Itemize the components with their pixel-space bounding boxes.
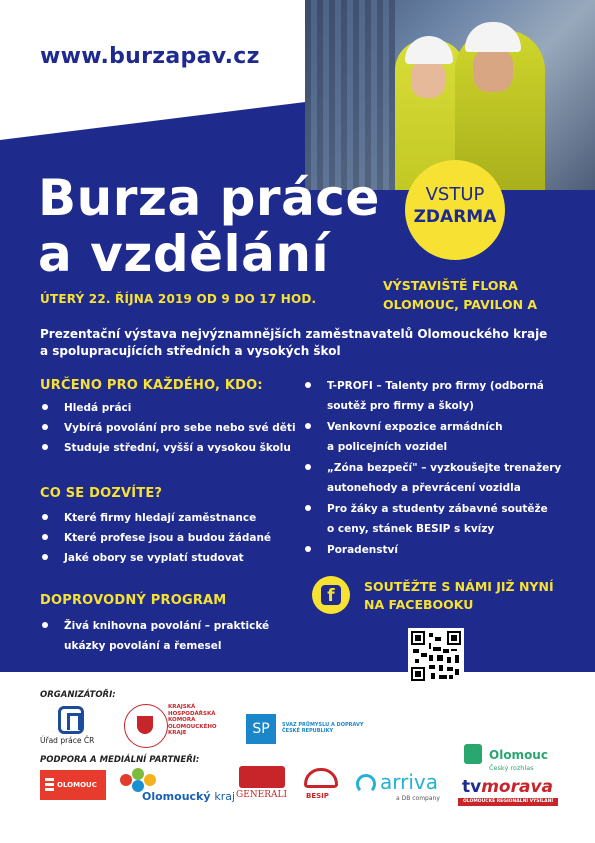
svaz-prumyslu-logo-icon: SP [246,714,276,744]
arriva-icon [356,774,376,794]
list-item: Poradenství [303,540,588,560]
event-date: ÚTERÝ 22. ŘÍJNA 2019 OD 9 DO 17 HOD. [40,292,317,306]
partners-label: PODPORA A MEDIÁLNÍ PARTNEŘI: [40,755,200,765]
list-item: Vybírá povolání pro sebe nebo své děti [40,418,310,438]
page-title: Burza práce a vzdělání [38,169,380,283]
intro-text: Prezentační výstava nejvýznamnějších zaměstnavatelů Olomouckého kraje a spolupracujících středních a vysokých škol [40,327,548,358]
list-item: Jaké obory se vyplatí studovat [40,548,310,568]
generali-logo-text: GENERALI [236,790,288,800]
khk-seal-icon [124,704,168,748]
khk-logo-text: KRAJSKÁ HOSPODÁŘSKÁ KOMORA OLOMOUCKÉHO KRAJE [168,704,217,736]
urad-prace-logo-text: Úřad práce ČR [40,736,95,745]
olomouc-city-logo: OLOMOUC [40,770,106,800]
list-item: Studuje střední, vyšší a vysokou školu [40,438,310,458]
besip-icon [304,768,338,788]
generali-lion-icon [239,766,285,788]
urad-prace-logo-icon [58,706,84,734]
list-item: Venkovní expozice armádních a policejních vozidel [303,417,588,457]
organizers-label: ORGANIZÁTOŘI: [40,690,116,700]
list-item: Které profese jsou a budou žádané [40,528,310,548]
free-entry-badge: VSTUP ZDARMA [405,160,505,260]
list-item: „Zóna bezpečí" – vyzkoušejte trenažery autonehody a převrácení vozidla [303,458,588,498]
facebook-icon[interactable]: f [312,576,350,614]
program-list [40,616,310,657]
tv-morava-logo: tvmorava [462,777,554,797]
arriva-sub-text: a DB company [396,795,440,802]
program-highlights-list [303,376,588,561]
besip-logo-text: BESIP [306,792,329,800]
event-venue: VÝSTAVIŠTĚ FLORA OLOMOUC, PAVILON A [383,278,538,312]
list-item: Pro žáky a studenty zábavné soutěže o ceny, stánek BESIP s kvízy [303,499,588,539]
list-item: Hledá práci [40,398,310,418]
cesky-rozhlas-icon [464,744,482,764]
list-item: Které firmy hledají zaměstnance [40,508,310,528]
learn-list [40,508,310,568]
tv-morava-sub-text: OLOMOUCKÉ REGIONÁLNÍ VYSÍLÁNÍ [458,798,558,806]
olomoucky-kraj-logo-text: Olomoucký kraj [142,790,236,803]
learn-heading: CO SE DOZVÍTE? [40,486,163,501]
website-url[interactable]: www.burzapav.cz [40,44,260,69]
list-item: T-PROFI – Talenty pro firmy (odborná soutěž pro firmy a školy) [303,376,588,416]
svaz-prumyslu-logo-text: SVAZ PRŮMYSLU A DOPRAVY ČESKÉ REPUBLIKY [282,722,364,734]
rozhlas-olomouc-text: Olomouc [489,748,548,762]
qr-code-image [411,631,461,681]
for-whom-heading: URČENO PRO KAŽDÉHO, KDO: [40,378,263,393]
list-item: Živá knihovna povolání – praktické ukázky povolání a řemesel [40,616,310,656]
cesky-rozhlas-text: Český rozhlas [489,764,534,772]
qr-code[interactable] [408,628,464,684]
program-heading: DOPROVODNÝ PROGRAM [40,593,227,608]
facebook-call-to-action[interactable]: SOUTĚŽTE S NÁMI JIŽ NYNÍ NA FACEBOOKU [364,579,554,612]
for-whom-list [40,398,310,458]
arriva-logo-text: arriva [380,770,438,794]
